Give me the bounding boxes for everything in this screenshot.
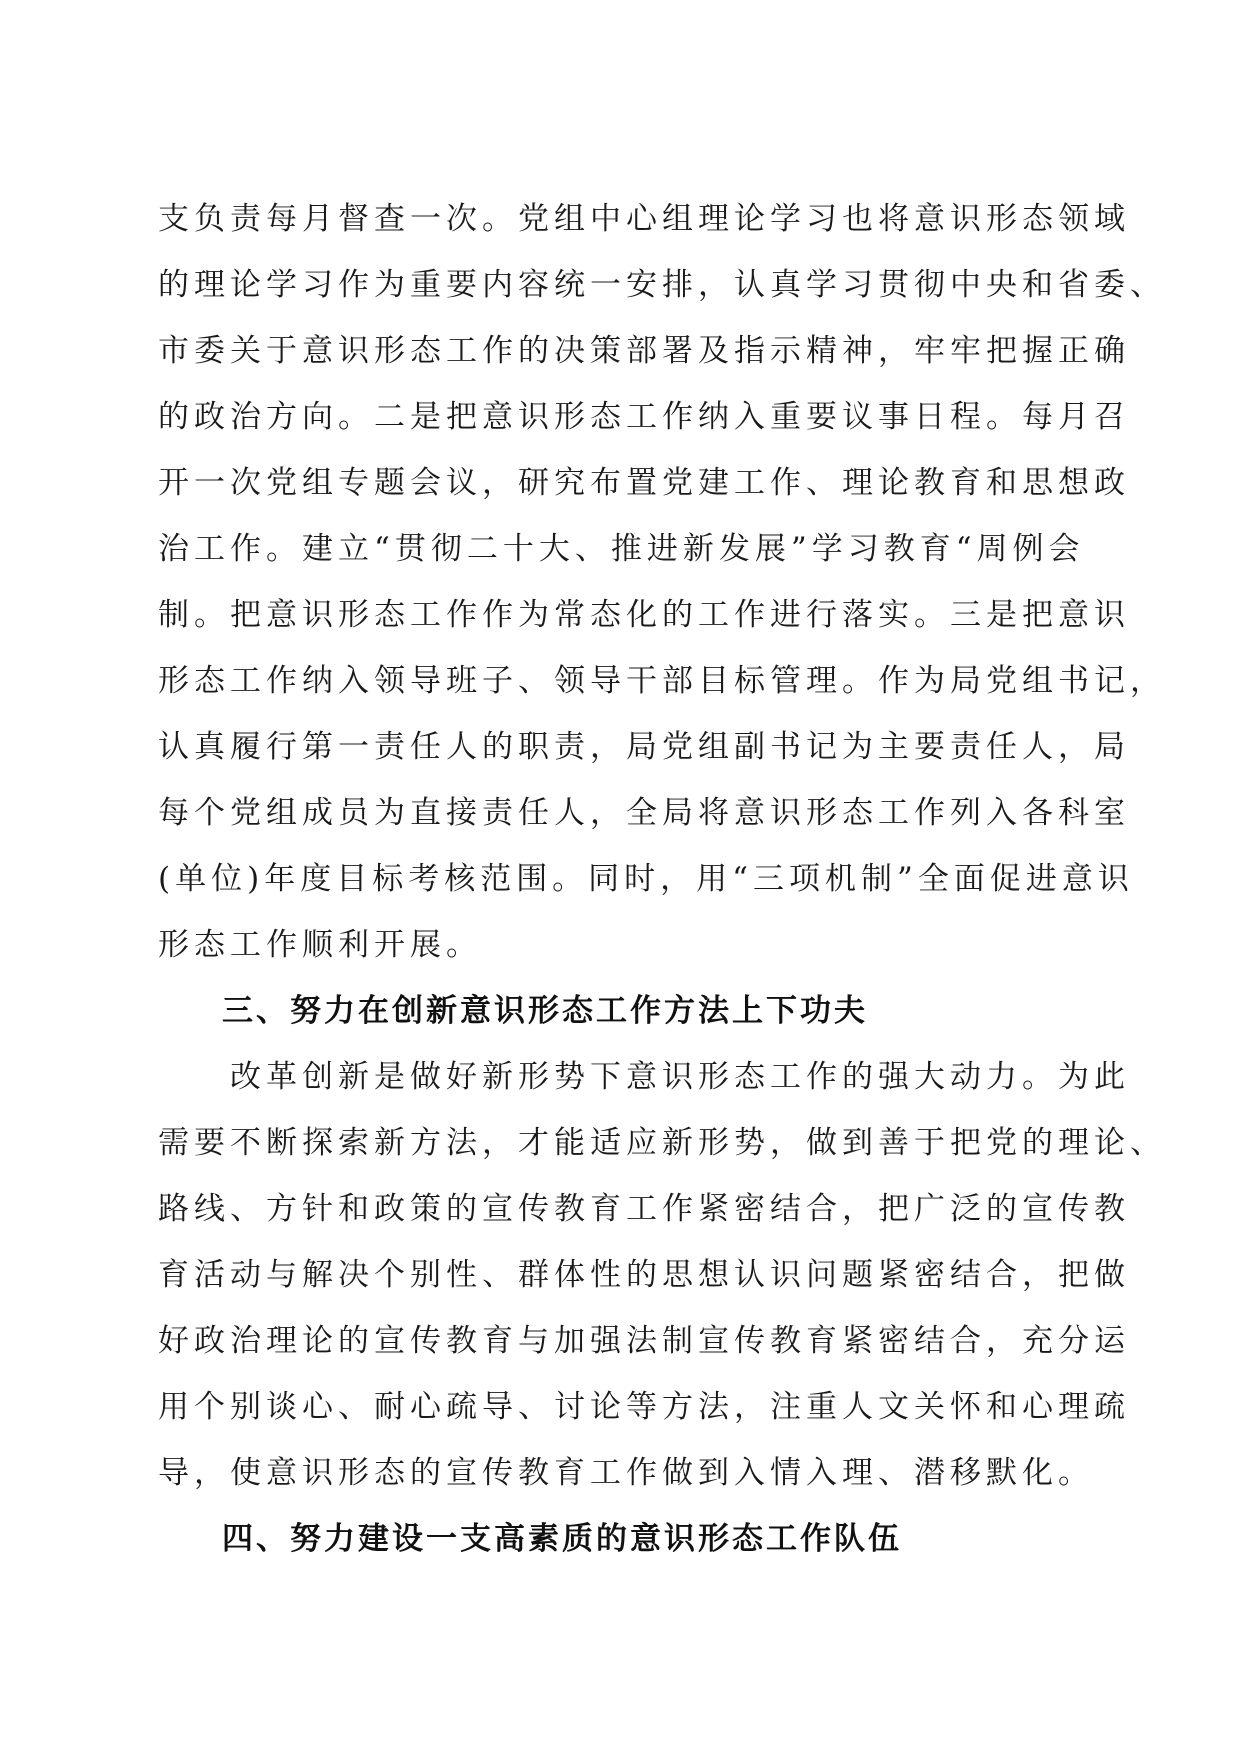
text-line: 市委关于意识形态工作的决策部署及指示精神，牢牢把握正确 [158,333,1130,369]
text-line: 导，使意识形态的宣传教育工作做到入情入理、潜移默化。 [158,1455,1094,1491]
text-line: 形态工作纳入领导班子、领导干部目标管理。作为局党组书记， [158,663,1166,699]
section-heading-3: 三、努力在创新意识形态工作方法上下功夫 [222,993,868,1029]
paragraph-2 [158,1044,1166,1506]
text-line: 认真履行第一责任人的职责，局党组副书记为主要责任人，局 [158,729,1130,765]
text-line: 开一次党组专题会议，研究布置党建工作、理论教育和思想政 [158,465,1130,501]
text-line: 需要不断探索新方法，才能适应新形势，做到善于把党的理论、 [158,1125,1166,1161]
text-line: 好政治理论的宣传教育与加强法制宣传教育紧密结合，充分运 [158,1323,1130,1359]
paragraph-1 [158,186,1166,978]
body-text [158,186,1166,1572]
text-line: 改革创新是做好新形势下意识形态工作的强大动力。为此 [158,1059,1130,1095]
text-line: 每个党组成员为直接责任人，全局将意识形态工作列入各科室 [158,795,1130,831]
text-line: 支负责每月督查一次。党组中心组理论学习也将意识形态领域 [158,201,1130,237]
text-line: 形态工作顺利开展。 [158,927,482,963]
section-heading-4: 四、努力建设一支高素质的意识形态工作队伍 [222,1521,902,1557]
text-line: 育活动与解决个别性、群体性的思想认识问题紧密结合，把做 [158,1257,1130,1293]
text-line: 的政治方向。二是把意识形态工作纳入重要议事日程。每月召 [158,399,1130,435]
text-line: 治工作。建立“贯彻二十大、推进新发展”学习教育“周例会 [158,531,1085,567]
text-line: 路线、方针和政策的宣传教育工作紧密结合，把广泛的宣传教 [158,1191,1130,1227]
text-line: (单位)年度目标考核范围。同时，用“三项机制”全面促进意识 [158,861,1134,897]
text-line: 的理论学习作为重要内容统一安排，认真学习贯彻中央和省委、 [158,267,1166,303]
text-line: 制。把意识形态工作作为常态化的工作进行落实。三是把意识 [158,597,1130,633]
text-line: 用个别谈心、耐心疏导、讨论等方法，注重人文关怀和心理疏 [158,1389,1130,1425]
